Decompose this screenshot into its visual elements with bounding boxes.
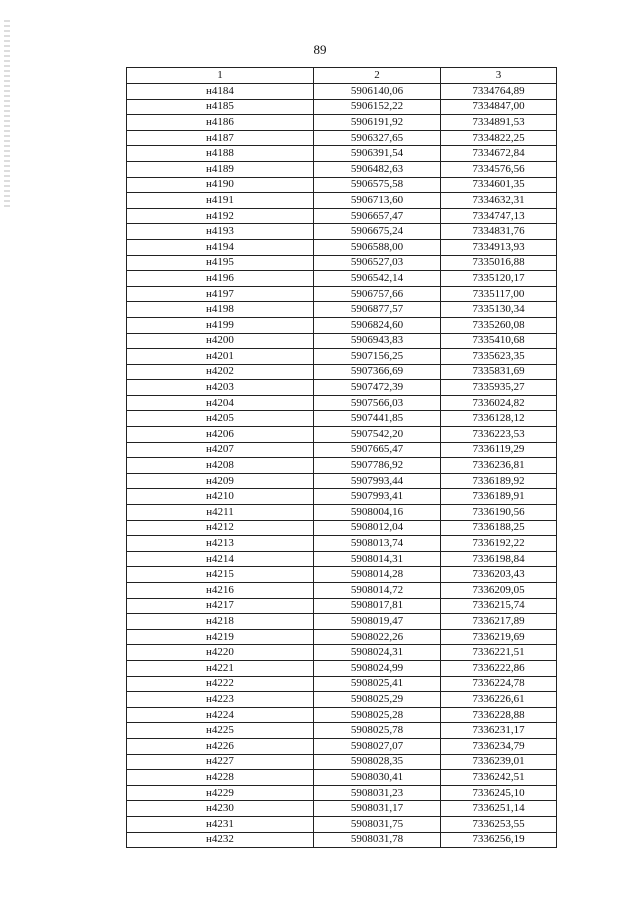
cell-y-coordinate: 7334764,89 [441,84,557,100]
table-row [127,99,557,115]
table-row [127,177,557,193]
cell-x-coordinate: 5907441,85 [314,411,441,427]
cell-y-coordinate: 7336253,55 [441,816,557,832]
cell-point-id: н4220 [127,645,314,661]
cell-x-coordinate: 5908031,23 [314,785,441,801]
cell-point-id: н4203 [127,380,314,396]
table-row [127,505,557,521]
cell-point-id: н4192 [127,208,314,224]
column-header-point: 1 [127,68,314,84]
table-row [127,239,557,255]
table-row [127,754,557,770]
cell-y-coordinate: 7335831,69 [441,364,557,380]
table-row [127,785,557,801]
table-row [127,317,557,333]
cell-x-coordinate: 5908030,41 [314,770,441,786]
cell-x-coordinate: 5908014,31 [314,551,441,567]
cell-x-coordinate: 5906482,63 [314,161,441,177]
cell-x-coordinate: 5907993,44 [314,473,441,489]
cell-point-id: н4209 [127,473,314,489]
table-row [127,551,557,567]
cell-point-id: н4213 [127,536,314,552]
cell-y-coordinate: 7336256,19 [441,832,557,848]
cell-y-coordinate: 7334847,00 [441,99,557,115]
cell-point-id: н4219 [127,629,314,645]
table-header [127,68,557,84]
cell-y-coordinate: 7336128,12 [441,411,557,427]
cell-point-id: н4231 [127,816,314,832]
cell-x-coordinate: 5906542,14 [314,271,441,287]
cell-point-id: н4207 [127,442,314,458]
cell-point-id: н4214 [127,551,314,567]
cell-point-id: н4225 [127,723,314,739]
table-row [127,271,557,287]
cell-x-coordinate: 5908012,04 [314,520,441,536]
cell-x-coordinate: 5908019,47 [314,614,441,630]
cell-y-coordinate: 7336231,17 [441,723,557,739]
cell-x-coordinate: 5906527,03 [314,255,441,271]
cell-point-id: н4212 [127,520,314,536]
cell-y-coordinate: 7334672,84 [441,146,557,162]
cell-x-coordinate: 5908025,78 [314,723,441,739]
cell-y-coordinate: 7336198,84 [441,551,557,567]
cell-x-coordinate: 5908024,99 [314,660,441,676]
table-row [127,442,557,458]
cell-y-coordinate: 7336119,29 [441,442,557,458]
cell-point-id: н4196 [127,271,314,287]
cell-point-id: н4198 [127,302,314,318]
table-row [127,84,557,100]
cell-point-id: н4195 [127,255,314,271]
cell-x-coordinate: 5907366,69 [314,364,441,380]
cell-y-coordinate: 7336221,51 [441,645,557,661]
cell-point-id: н4208 [127,458,314,474]
table-row [127,770,557,786]
cell-x-coordinate: 5907542,20 [314,427,441,443]
cell-point-id: н4222 [127,676,314,692]
cell-x-coordinate: 5908014,72 [314,583,441,599]
cell-point-id: н4194 [127,239,314,255]
cell-point-id: н4228 [127,770,314,786]
cell-point-id: н4229 [127,785,314,801]
table-row [127,738,557,754]
table-row [127,645,557,661]
table-row [127,458,557,474]
cell-y-coordinate: 7335935,27 [441,380,557,396]
cell-y-coordinate: 7335260,08 [441,317,557,333]
table-row [127,364,557,380]
cell-point-id: н4223 [127,692,314,708]
cell-y-coordinate: 7336215,74 [441,598,557,614]
table-row [127,473,557,489]
table-row [127,723,557,739]
cell-point-id: н4217 [127,598,314,614]
cell-x-coordinate: 5908028,35 [314,754,441,770]
cell-point-id: н4205 [127,411,314,427]
cell-y-coordinate: 7336222,86 [441,660,557,676]
table-row [127,208,557,224]
cell-x-coordinate: 5908031,75 [314,816,441,832]
cell-x-coordinate: 5908025,28 [314,707,441,723]
cell-x-coordinate: 5907566,03 [314,395,441,411]
cell-y-coordinate: 7336203,43 [441,567,557,583]
cell-y-coordinate: 7336223,53 [441,427,557,443]
cell-point-id: н4201 [127,349,314,365]
cell-x-coordinate: 5907786,92 [314,458,441,474]
cell-x-coordinate: 5906327,65 [314,130,441,146]
table-row [127,692,557,708]
cell-point-id: н4186 [127,115,314,131]
cell-point-id: н4226 [127,738,314,754]
table-row [127,816,557,832]
cell-point-id: н4218 [127,614,314,630]
cell-point-id: н4211 [127,505,314,521]
table-row [127,583,557,599]
cell-y-coordinate: 7336239,01 [441,754,557,770]
cell-x-coordinate: 5906943,83 [314,333,441,349]
cell-point-id: н4224 [127,707,314,723]
cell-point-id: н4185 [127,99,314,115]
table-row [127,395,557,411]
cell-point-id: н4187 [127,130,314,146]
cell-x-coordinate: 5908014,28 [314,567,441,583]
cell-x-coordinate: 5906588,00 [314,239,441,255]
table-row [127,380,557,396]
table-row [127,536,557,552]
table-row [127,832,557,848]
cell-x-coordinate: 5908031,17 [314,801,441,817]
page-number: 89 [313,42,327,57]
cell-y-coordinate: 7336245,10 [441,785,557,801]
cell-y-coordinate: 7334576,56 [441,161,557,177]
cell-point-id: н4215 [127,567,314,583]
table-row [127,660,557,676]
cell-x-coordinate: 5906140,06 [314,84,441,100]
table-body [127,84,557,848]
cell-y-coordinate: 7334632,31 [441,193,557,209]
table-row [127,115,557,131]
table-row [127,598,557,614]
table-row [127,489,557,505]
cell-y-coordinate: 7336234,79 [441,738,557,754]
cell-point-id: н4200 [127,333,314,349]
table-row [127,224,557,240]
cell-x-coordinate: 5906191,92 [314,115,441,131]
cell-x-coordinate: 5907472,39 [314,380,441,396]
table-row [127,349,557,365]
table-row [127,146,557,162]
cell-x-coordinate: 5906877,57 [314,302,441,318]
table-row [127,801,557,817]
cell-y-coordinate: 7336189,91 [441,489,557,505]
cell-y-coordinate: 7334822,25 [441,130,557,146]
table-row [127,302,557,318]
cell-x-coordinate: 5908017,81 [314,598,441,614]
cell-point-id: н4216 [127,583,314,599]
cell-point-id: н4206 [127,427,314,443]
cell-y-coordinate: 7336226,61 [441,692,557,708]
cell-x-coordinate: 5906575,58 [314,177,441,193]
cell-point-id: н4191 [127,193,314,209]
cell-y-coordinate: 7336189,92 [441,473,557,489]
table-row [127,130,557,146]
cell-x-coordinate: 5906757,66 [314,286,441,302]
cell-y-coordinate: 7336209,05 [441,583,557,599]
table-row [127,411,557,427]
table-row [127,614,557,630]
table-row [127,629,557,645]
table-row [127,161,557,177]
cell-x-coordinate: 5908031,78 [314,832,441,848]
cell-point-id: н4190 [127,177,314,193]
cell-y-coordinate: 7336217,89 [441,614,557,630]
cell-point-id: н4232 [127,832,314,848]
cell-y-coordinate: 7336024,82 [441,395,557,411]
cell-y-coordinate: 7335130,34 [441,302,557,318]
cell-y-coordinate: 7335623,35 [441,349,557,365]
cell-y-coordinate: 7334747,13 [441,208,557,224]
cell-point-id: н4204 [127,395,314,411]
cell-x-coordinate: 5907665,47 [314,442,441,458]
cell-point-id: н4230 [127,801,314,817]
cell-point-id: н4227 [127,754,314,770]
column-header-y: 3 [441,68,557,84]
cell-y-coordinate: 7336251,14 [441,801,557,817]
table-row [127,676,557,692]
cell-x-coordinate: 5906675,24 [314,224,441,240]
cell-x-coordinate: 5906824,60 [314,317,441,333]
table-row [127,255,557,271]
cell-y-coordinate: 7334601,35 [441,177,557,193]
cell-x-coordinate: 5906391,54 [314,146,441,162]
table-row [127,333,557,349]
cell-x-coordinate: 5907156,25 [314,349,441,365]
cell-y-coordinate: 7335410,68 [441,333,557,349]
cell-x-coordinate: 5907993,41 [314,489,441,505]
cell-y-coordinate: 7335117,00 [441,286,557,302]
table-row [127,427,557,443]
cell-y-coordinate: 7336190,56 [441,505,557,521]
cell-y-coordinate: 7336242,51 [441,770,557,786]
coordinates-table [126,67,557,848]
cell-point-id: н4202 [127,364,314,380]
table-row [127,520,557,536]
cell-point-id: н4184 [127,84,314,100]
cell-y-coordinate: 7336219,69 [441,629,557,645]
table-row [127,707,557,723]
column-header-x: 2 [314,68,441,84]
cell-y-coordinate: 7336188,25 [441,520,557,536]
cell-x-coordinate: 5908022,26 [314,629,441,645]
cell-y-coordinate: 7336228,88 [441,707,557,723]
cell-y-coordinate: 7336224,78 [441,676,557,692]
cell-x-coordinate: 5908025,29 [314,692,441,708]
cell-x-coordinate: 5908004,16 [314,505,441,521]
cell-x-coordinate: 5906152,22 [314,99,441,115]
header-row [127,68,557,84]
cell-point-id: н4199 [127,317,314,333]
cell-point-id: н4193 [127,224,314,240]
table-row [127,286,557,302]
cell-point-id: н4189 [127,161,314,177]
cell-x-coordinate: 5908013,74 [314,536,441,552]
cell-y-coordinate: 7334831,76 [441,224,557,240]
cell-point-id: н4221 [127,660,314,676]
cell-point-id: н4197 [127,286,314,302]
cell-y-coordinate: 7336192,22 [441,536,557,552]
table-row [127,567,557,583]
cell-point-id: н4188 [127,146,314,162]
cell-y-coordinate: 7334913,93 [441,239,557,255]
cell-point-id: н4210 [127,489,314,505]
cell-y-coordinate: 7335016,88 [441,255,557,271]
cell-x-coordinate: 5906713,60 [314,193,441,209]
cell-x-coordinate: 5908024,31 [314,645,441,661]
cell-y-coordinate: 7335120,17 [441,271,557,287]
cell-y-coordinate: 7334891,53 [441,115,557,131]
table-row [127,193,557,209]
cell-x-coordinate: 5906657,47 [314,208,441,224]
cell-x-coordinate: 5908025,41 [314,676,441,692]
cell-y-coordinate: 7336236,81 [441,458,557,474]
cell-x-coordinate: 5908027,07 [314,738,441,754]
